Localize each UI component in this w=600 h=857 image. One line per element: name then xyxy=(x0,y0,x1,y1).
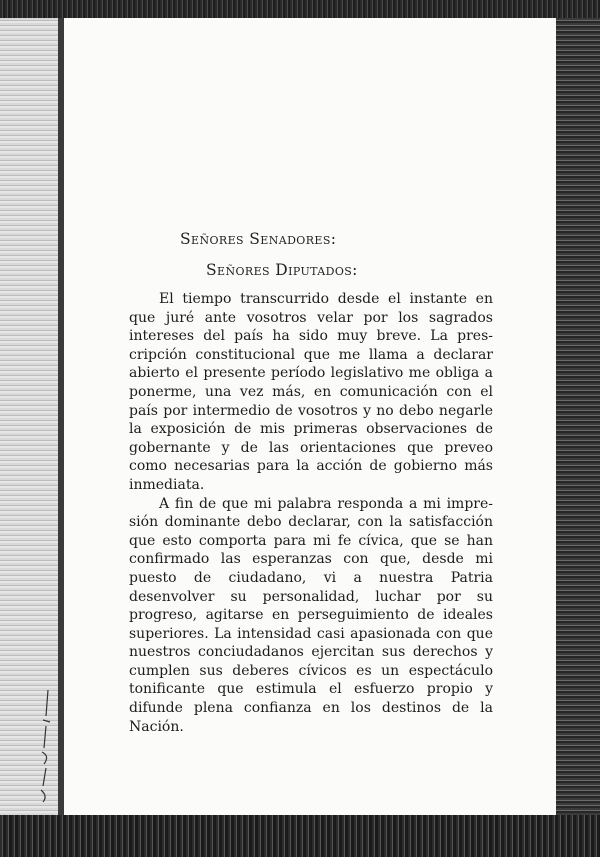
scan-border-right xyxy=(556,18,600,818)
document-page xyxy=(64,18,556,815)
body-text xyxy=(129,290,493,736)
salutation-deputies: Señores Diputados: xyxy=(206,261,358,279)
salutation-senators: Señores Senadores: xyxy=(180,230,337,248)
handwritten-margin-annotation xyxy=(34,686,58,806)
scan-border-top xyxy=(0,0,600,18)
paragraph-1: El tiempo transcurrido desde el instante en que juré ante vosotros velar por los sagrados intereses del país ha sido muy breve. La prescripción constitucional que me llama a declarar abierto el presente período legislativo me obliga a ponerme, una vez más, en comunicación con el país por intermedio de vosotros y no debo negarle la exposición de mis primeras observaciones de gobernante y de las orientaciones que preveo como necesarias para la acción de gobierno más inmediata. xyxy=(129,291,493,493)
scan-border-bottom xyxy=(0,815,600,857)
paragraph-2: A fin de que mi palabra responda a mi impresión dominante debo declarar, con la satisfacción que esto comporta para mi fe cívica, que se han confirmado las esperanzas con que, desde mi puesto de ciudadano, vi a nuestra Patria desenvolver su personalidad, luchar por su progreso, agitarse en perseguimiento de ideales superiores. La intensidad casi apasionada con que nuestros conciudadanos ejercitan sus derechos y cumplen sus deberes cívicos es un espectáculo tonificante que estimula el esfuerzo propio y difunde plena confianza en los destinos de la Nación. xyxy=(129,495,493,735)
